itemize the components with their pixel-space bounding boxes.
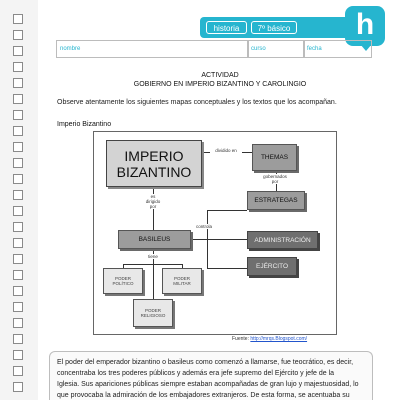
binder-hole <box>13 318 23 328</box>
binder-hole <box>13 142 23 152</box>
name-label: nombre <box>60 46 81 52</box>
source-credit <box>232 336 307 342</box>
link-dividido-en: dividido en <box>210 148 242 153</box>
header-bar <box>200 17 347 38</box>
node-poder-politico <box>103 268 143 294</box>
binder-hole <box>13 158 23 168</box>
connector-line <box>207 239 247 240</box>
connector-line <box>191 239 207 240</box>
link-gobernados-line2: por <box>271 179 279 184</box>
node-estrategas: ESTRATEGAS <box>247 191 305 210</box>
binder-hole <box>13 286 23 296</box>
node-imperio-line1: IMPERIO <box>124 147 184 164</box>
name-field[interactable] <box>56 40 248 58</box>
binder-hole <box>13 302 23 312</box>
node-poder-militar <box>162 268 202 294</box>
link-tiene: tiene <box>146 254 160 259</box>
node-poder-militar-line2: MILITAR <box>173 281 191 286</box>
node-basileus: BASILEUS <box>118 230 191 249</box>
binder-hole <box>13 62 23 72</box>
binder-hole <box>13 206 23 216</box>
node-ejercito: EJÉRCITO <box>247 257 297 276</box>
instruction-text: Observe atentamente los siguientes mapas conceptuales y los textos que los acompañan. <box>57 99 337 106</box>
node-administracion: ADMINISTRACIÓN <box>247 231 318 249</box>
course-label: curso <box>251 46 266 52</box>
paragraph-line: que provocaba la admiración de los embajadores extranjeros. De esta forma, se acentuaba su <box>57 392 350 399</box>
link-dirigido-line2: dirigido <box>145 199 161 204</box>
section-title: Imperio Bizantino <box>57 121 112 128</box>
node-poder-militar-line1: PODER <box>173 276 190 281</box>
node-poder-religioso-line2: RELIGIOSO <box>140 313 166 318</box>
binder-hole <box>13 366 23 376</box>
binder-hole <box>13 14 23 24</box>
binder-hole <box>13 238 23 248</box>
concept-map <box>93 131 337 335</box>
binder-hole <box>13 350 23 360</box>
binder-hole <box>13 94 23 104</box>
link-dirigido-line3: por <box>149 204 157 209</box>
connector-line <box>153 264 154 299</box>
node-poder-politico-line1: PODER <box>114 276 131 281</box>
grade-tag: 7º básico <box>251 21 297 34</box>
binder-hole <box>13 30 23 40</box>
binder-hole <box>13 174 23 184</box>
link-gobernados-line1: gobernados <box>263 174 287 179</box>
paragraph-line: Iglesia. Sus apariciones públicas siempre estaban acompañadas de gran lujo y majestuosidad, lo <box>57 381 359 388</box>
text-paragraph <box>49 351 373 400</box>
activity-label: ACTIVIDAD <box>201 72 239 79</box>
binder-hole <box>13 190 23 200</box>
binder-hole <box>13 334 23 344</box>
link-controla: controla <box>195 224 212 229</box>
node-imperio-line2: BIZANTINO <box>116 163 192 180</box>
subject-tag: historia <box>206 21 247 34</box>
link-es-dirigido-por <box>142 194 164 209</box>
binder-hole <box>13 222 23 232</box>
link-gobernados-por <box>260 174 290 184</box>
paragraph-line: concentraba los tres poderes públicos y además era jefe supremo del Ejército y jefe de la <box>57 370 335 377</box>
source-link[interactable]: http://mrqs.Blogspot.com/ <box>250 336 308 342</box>
binder-hole <box>13 46 23 56</box>
logo-letter: h <box>355 8 375 41</box>
node-poder-politico-line2: POLÍTICO <box>112 281 134 286</box>
connector-line <box>207 210 247 211</box>
connector-line <box>207 268 247 269</box>
binder-hole <box>13 110 23 120</box>
paragraph-line: El poder del emperador bizantino o basileus como comenzó a llamarse, fue teocrático, es decir, <box>57 359 354 366</box>
node-imperio-bizantino <box>106 140 202 187</box>
binder-hole <box>13 254 23 264</box>
binder-hole <box>13 382 23 392</box>
binder-hole <box>13 270 23 280</box>
binder-hole <box>13 126 23 136</box>
date-label: fecha <box>307 46 322 52</box>
activity-title: GOBIERNO EN IMPERIO BIZANTINO Y CAROLINGIO <box>133 81 307 88</box>
node-themas: THEMAS <box>252 144 297 171</box>
node-poder-religioso <box>133 299 173 327</box>
binder-hole <box>13 78 23 88</box>
node-poder-religioso-line1: PODER <box>144 308 161 313</box>
link-dirigido-line1: es <box>150 194 156 199</box>
source-label: Fuente: <box>232 336 249 342</box>
binder-margin <box>0 0 38 400</box>
